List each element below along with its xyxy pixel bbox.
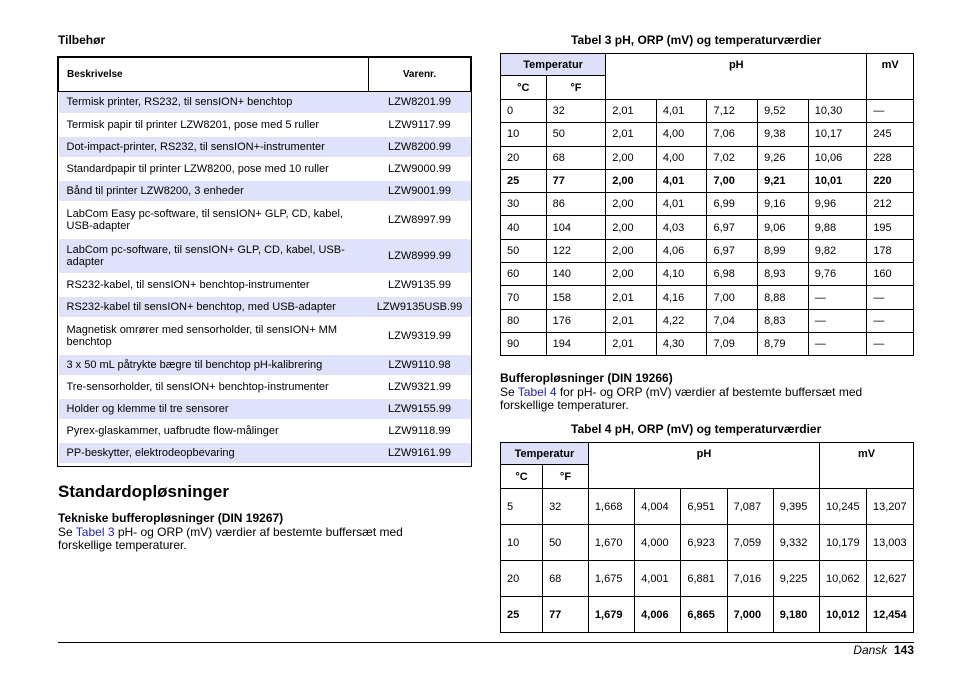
footer-rule xyxy=(58,642,914,643)
accessory-description: Dot-impact-printer, RS232, til sensION+-instrumenter xyxy=(59,136,369,158)
table4-header-temperature: Temperatur xyxy=(501,443,589,465)
table-cell: 7,12 xyxy=(707,100,758,123)
table-row xyxy=(59,92,471,114)
technical-buffer-heading: Tekniske bufferopløsninger (DIN 19267) xyxy=(58,511,284,525)
table3-header-fahrenheit: °F xyxy=(546,76,606,100)
table-cell: 10,01 xyxy=(808,169,867,192)
buffer-text xyxy=(500,386,910,412)
table-cell: 2,01 xyxy=(606,309,657,332)
table-cell: 6,951 xyxy=(681,489,727,525)
table-cell: — xyxy=(867,286,914,309)
table-cell: 9,96 xyxy=(808,193,867,216)
table-cell: 2,00 xyxy=(606,146,657,169)
table-cell: 4,03 xyxy=(656,216,707,239)
table-cell: 77 xyxy=(543,597,589,633)
table-cell: 50 xyxy=(543,525,589,561)
table-cell: 6,923 xyxy=(681,525,727,561)
table3-header-temperature: Temperatur xyxy=(501,54,606,76)
table-cell: 4,006 xyxy=(635,597,681,633)
table3-header-ph: pH xyxy=(606,54,867,100)
table-row xyxy=(501,332,914,355)
accessory-partno: LZW9319.99 xyxy=(369,318,471,354)
table-cell: 40 xyxy=(501,216,547,239)
table-cell: 7,016 xyxy=(727,561,773,597)
table-cell: 10,062 xyxy=(820,561,867,597)
table-row xyxy=(59,442,471,464)
table-cell: 2,01 xyxy=(606,100,657,123)
accessory-description: LabCom Easy pc-software, til sensION+ GLP, CD, kabel, USB-adapter xyxy=(59,202,369,238)
table-cell: — xyxy=(867,332,914,355)
accessories-table-frame xyxy=(57,56,472,467)
table-cell: 6,97 xyxy=(707,216,758,239)
table-cell: 245 xyxy=(867,123,914,146)
table-cell: 9,395 xyxy=(773,489,819,525)
table-cell: 70 xyxy=(501,286,547,309)
accessory-description: Termisk papir til printer LZW8201, pose med 5 ruller xyxy=(59,114,369,136)
text-post: for pH- og ORP (mV) værdier af bestemte buffersæt med forskellige temperaturer. xyxy=(500,385,863,412)
table-cell: 10,17 xyxy=(808,123,867,146)
table4-header-celsius: °C xyxy=(501,465,543,489)
accessory-partno: LZW8997.99 xyxy=(369,202,471,238)
table-cell: 176 xyxy=(546,309,606,332)
table-cell: 77 xyxy=(546,169,606,192)
table-cell: 86 xyxy=(546,193,606,216)
table-cell: 50 xyxy=(546,123,606,146)
table-row xyxy=(501,100,914,123)
table-row xyxy=(59,114,471,136)
accessory-partno: LZW9161.99 xyxy=(369,442,471,464)
table-cell: 13,003 xyxy=(866,525,913,561)
table-cell: 1,668 xyxy=(588,489,634,525)
table-cell: 1,675 xyxy=(588,561,634,597)
table4 xyxy=(500,442,914,633)
accessory-description: Termisk printer, RS232, til sensION+ benchtop xyxy=(59,92,369,114)
accessory-partno: LZW9000.99 xyxy=(369,158,471,180)
table-cell: 4,00 xyxy=(656,123,707,146)
table-row xyxy=(501,169,914,192)
table-cell: 4,00 xyxy=(656,146,707,169)
table-cell: 4,01 xyxy=(656,169,707,192)
table-cell: — xyxy=(808,332,867,355)
table3 xyxy=(500,53,914,356)
table-row xyxy=(501,525,914,561)
accessory-description: RS232-kabel til sensION+ benchtop, med USB-adapter xyxy=(59,296,369,318)
table-cell: 4,01 xyxy=(656,193,707,216)
table-cell: 60 xyxy=(501,263,547,286)
table-cell: 10 xyxy=(501,123,547,146)
accessory-description: Bånd til printer LZW8200, 3 enheder xyxy=(59,180,369,202)
accessory-description: LabCom pc-software, til sensION+ GLP, CD, kabel, USB-adapter xyxy=(59,238,369,274)
table-cell: 6,97 xyxy=(707,239,758,262)
table-cell: 9,16 xyxy=(758,193,809,216)
table-row xyxy=(501,489,914,525)
table4-header-mv: mV xyxy=(820,443,914,489)
table-row xyxy=(59,274,471,296)
table-cell: 5 xyxy=(501,489,543,525)
accessory-description: Standardpapir til printer LZW8200, pose med 10 ruller xyxy=(59,158,369,180)
table-row xyxy=(59,202,471,238)
table-cell: 2,00 xyxy=(606,216,657,239)
table3-link[interactable]: Tabel 3 xyxy=(75,525,115,539)
table-cell: 1,670 xyxy=(588,525,634,561)
table-row xyxy=(501,239,914,262)
table-row xyxy=(501,123,914,146)
accessory-description: Holder og klemme til tre sensorer xyxy=(59,398,369,420)
table-cell: 90 xyxy=(501,332,547,355)
table-row xyxy=(59,420,471,442)
table-cell: 8,79 xyxy=(758,332,809,355)
table-row xyxy=(59,318,471,354)
table-cell: 12,454 xyxy=(866,597,913,633)
table-cell: 32 xyxy=(546,100,606,123)
page-number: 143 xyxy=(893,643,914,657)
table-cell: 6,865 xyxy=(681,597,727,633)
table-cell: 160 xyxy=(867,263,914,286)
table-cell: 13,207 xyxy=(866,489,913,525)
table-cell: 9,52 xyxy=(758,100,809,123)
accessory-partno: LZW9118.99 xyxy=(369,420,471,442)
table-cell: 9,76 xyxy=(808,263,867,286)
table-cell: 228 xyxy=(867,146,914,169)
accessory-description: PP-beskytter, elektrodeopbevaring xyxy=(59,442,369,464)
table-cell: 140 xyxy=(546,263,606,286)
table-cell: 4,22 xyxy=(656,309,707,332)
table-cell: — xyxy=(867,100,914,123)
footer-language: Dansk xyxy=(853,643,888,657)
table-row xyxy=(59,238,471,274)
table-cell: 220 xyxy=(867,169,914,192)
table-row xyxy=(59,296,471,318)
table3-caption: Tabel 3 pH, ORP (mV) og temperaturværdier xyxy=(571,33,822,47)
table-row xyxy=(59,158,471,180)
table-cell: 4,01 xyxy=(656,100,707,123)
table-row xyxy=(59,376,471,398)
table-cell: 7,00 xyxy=(707,286,758,309)
table-row xyxy=(59,354,471,376)
table3-header-celsius: °C xyxy=(501,76,547,100)
table-row xyxy=(501,597,914,633)
table3-header-mv: mV xyxy=(867,54,914,100)
table-cell: 104 xyxy=(546,216,606,239)
table-cell: 6,98 xyxy=(707,263,758,286)
table-cell: 6,881 xyxy=(681,561,727,597)
table-row xyxy=(501,286,914,309)
table-cell: 20 xyxy=(501,561,543,597)
table-row xyxy=(59,180,471,202)
table-row xyxy=(501,216,914,239)
table-cell: 4,06 xyxy=(656,239,707,262)
text-post: pH- og ORP (mV) værdier af bestemte buffersæt med forskellige temperaturer. xyxy=(58,525,403,552)
table-cell: — xyxy=(808,286,867,309)
table-cell: 25 xyxy=(501,597,543,633)
table-cell: 50 xyxy=(501,239,547,262)
table-cell: 8,93 xyxy=(758,263,809,286)
table-row xyxy=(501,263,914,286)
table-row xyxy=(501,193,914,216)
table-cell: 9,82 xyxy=(808,239,867,262)
table-cell: 80 xyxy=(501,309,547,332)
page-title: Standardopløsninger xyxy=(58,482,229,501)
table-cell: 7,000 xyxy=(727,597,773,633)
accessories-table xyxy=(58,57,471,465)
table-cell: 9,38 xyxy=(758,123,809,146)
table-row xyxy=(501,561,914,597)
accessory-partno: LZW9155.99 xyxy=(369,398,471,420)
table-cell: 2,00 xyxy=(606,193,657,216)
table-cell: 4,30 xyxy=(656,332,707,355)
table-cell: 8,99 xyxy=(758,239,809,262)
accessory-description: Magnetisk omrører med sensorholder, til sensION+ MM benchtop xyxy=(59,318,369,354)
table-cell: 12,627 xyxy=(866,561,913,597)
table-cell: 2,01 xyxy=(606,123,657,146)
table-cell: 158 xyxy=(546,286,606,309)
accessory-partno: LZW9110.98 xyxy=(369,354,471,376)
table4-header-ph: pH xyxy=(588,443,819,489)
table-cell: 68 xyxy=(543,561,589,597)
table-cell: 7,04 xyxy=(707,309,758,332)
table-cell: 8,88 xyxy=(758,286,809,309)
table-cell: 2,00 xyxy=(606,169,657,192)
table-cell: 1,679 xyxy=(588,597,634,633)
table-cell: 20 xyxy=(501,146,547,169)
accessory-description: Pyrex-glaskammer, uafbrudte flow-målinger xyxy=(59,420,369,442)
accessory-partno: LZW8999.99 xyxy=(369,238,471,274)
table-cell: 4,004 xyxy=(635,489,681,525)
accessories-header-row xyxy=(59,58,471,92)
table-cell: 9,26 xyxy=(758,146,809,169)
table4-caption: Tabel 4 pH, ORP (mV) og temperaturværdier xyxy=(571,422,822,436)
table-cell: 68 xyxy=(546,146,606,169)
table-cell: 9,06 xyxy=(758,216,809,239)
table-cell: 9,21 xyxy=(758,169,809,192)
table-cell: 7,02 xyxy=(707,146,758,169)
table-cell: 7,09 xyxy=(707,332,758,355)
table4-link[interactable]: Tabel 4 xyxy=(517,385,557,399)
accessories-header-partno: Varenr. xyxy=(369,58,471,92)
table4-header-fahrenheit: °F xyxy=(543,465,589,489)
accessory-description: RS232-kabel, til sensION+ benchtop-instrumenter xyxy=(59,274,369,296)
table-cell: 0 xyxy=(501,100,547,123)
table-row xyxy=(501,309,914,332)
table-cell: 2,00 xyxy=(606,239,657,262)
table-cell: 9,180 xyxy=(773,597,819,633)
table-cell: 2,00 xyxy=(606,263,657,286)
table-row xyxy=(501,146,914,169)
table-cell: 122 xyxy=(546,239,606,262)
accessory-partno: LZW8200.99 xyxy=(369,136,471,158)
table-cell: 9,332 xyxy=(773,525,819,561)
accessory-partno: LZW9001.99 xyxy=(369,180,471,202)
table-cell: — xyxy=(808,309,867,332)
table-cell: 6,99 xyxy=(707,193,758,216)
table-cell: 8,83 xyxy=(758,309,809,332)
table-cell: 10,012 xyxy=(820,597,867,633)
footer xyxy=(853,643,914,657)
table-cell: 7,06 xyxy=(707,123,758,146)
table-cell: 2,01 xyxy=(606,286,657,309)
text-pre: Se xyxy=(500,385,518,399)
accessories-header-description: Beskrivelse xyxy=(59,58,369,92)
table-cell: 2,01 xyxy=(606,332,657,355)
table-cell: 7,059 xyxy=(727,525,773,561)
accessory-partno: LZW9135.99 xyxy=(369,274,471,296)
table-cell: 30 xyxy=(501,193,547,216)
table-row xyxy=(59,136,471,158)
table-cell: 4,000 xyxy=(635,525,681,561)
table-cell: 195 xyxy=(867,216,914,239)
accessories-heading: Tilbehør xyxy=(58,33,106,47)
accessory-partno: LZW8201.99 xyxy=(369,92,471,114)
table-cell: 4,10 xyxy=(656,263,707,286)
table-cell: 10,179 xyxy=(820,525,867,561)
table-cell: 7,087 xyxy=(727,489,773,525)
accessory-partno: LZW9135USB.99 xyxy=(369,296,471,318)
buffer-heading: Bufferopløsninger (DIN 19266) xyxy=(500,371,673,385)
table-cell: 32 xyxy=(543,489,589,525)
table-cell: — xyxy=(867,309,914,332)
table-cell: 10,30 xyxy=(808,100,867,123)
table-cell: 9,225 xyxy=(773,561,819,597)
table-cell: 10 xyxy=(501,525,543,561)
table-cell: 10,06 xyxy=(808,146,867,169)
accessory-partno: LZW9117.99 xyxy=(369,114,471,136)
accessory-description: 3 x 50 mL påtrykte bægre til benchtop pH-kalibrering xyxy=(59,354,369,376)
accessory-partno: LZW9321.99 xyxy=(369,376,471,398)
table-cell: 4,16 xyxy=(656,286,707,309)
table-cell: 10,245 xyxy=(820,489,867,525)
table-cell: 7,00 xyxy=(707,169,758,192)
text-pre: Se xyxy=(58,525,76,539)
table-cell: 212 xyxy=(867,193,914,216)
table-row xyxy=(59,398,471,420)
table-cell: 194 xyxy=(546,332,606,355)
accessory-description: Tre-sensorholder, til sensION+ benchtop-instrumenter xyxy=(59,376,369,398)
table-cell: 25 xyxy=(501,169,547,192)
table-cell: 9,88 xyxy=(808,216,867,239)
table-cell: 178 xyxy=(867,239,914,262)
table-cell: 4,001 xyxy=(635,561,681,597)
technical-buffer-text xyxy=(58,526,458,552)
